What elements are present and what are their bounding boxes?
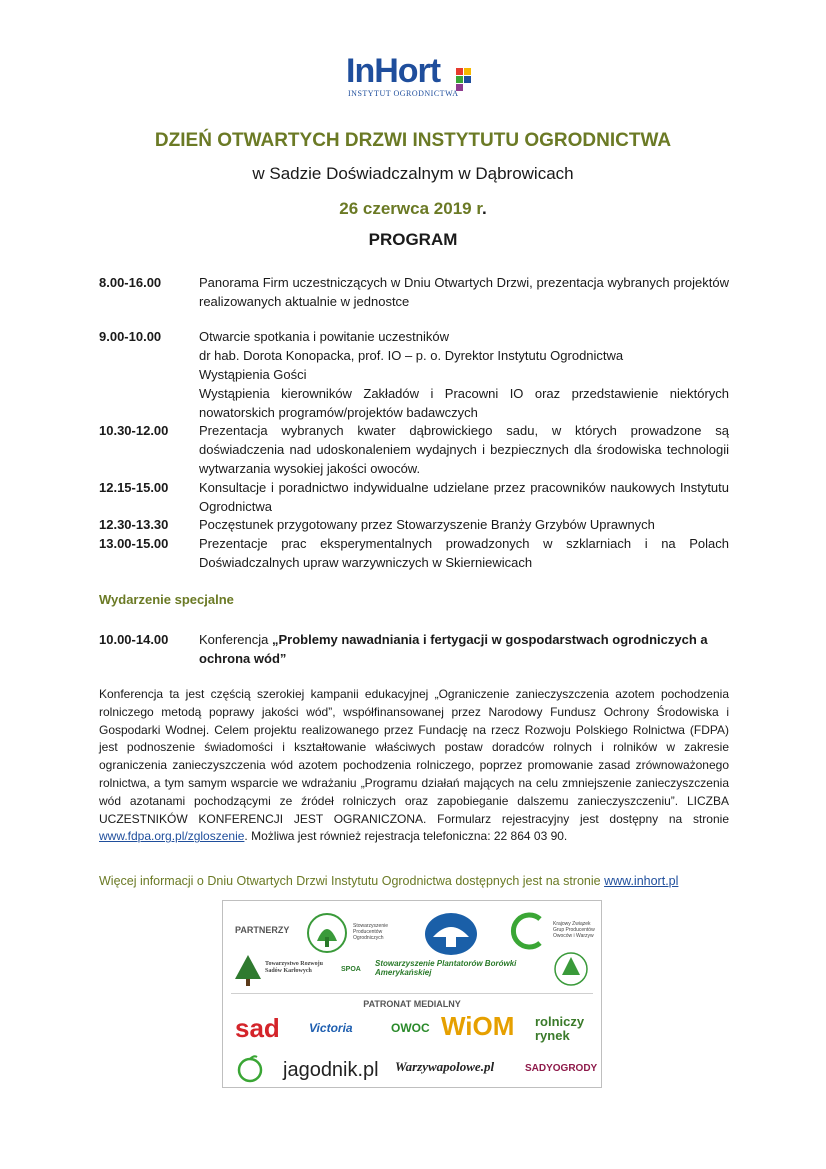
conference-body: Konferencja ta jest częścią szerokiej kampanii edukacyjnej „Ograniczenie zanieczyszczenia azotem pochodzenia rolniczego metodą poprawy jakości wód”, współfinansowanej przez Narodowy Fundusz Ochrony Środowiska i Gospodarki Wodnej. Celem projektu realizowanego przez Fundację na rzecz Rozwoju Polskiego Rolnictwa (FDPA) jest podnoszenie świadomości i kształtowanie właściwych postaw doradców rolnych i rolników w zakresie ograniczenia zanieczyszczenia wód azotem pochodzenia rolniczego, poprzez promowanie zasad zrównoważonego rolnictwa, a tym samym wsparcie we wdrażaniu „Programu działań mających na celu zmniejszenie zanieczyszczenia wód azotanami pochodzącymi ze źródeł rolniczych oraz zapobieganie dalszemu zanieczyszczeniu”. LICZBA UCZESTNIKÓW KONFERENCJI JEST OGRANICZONA. Formularz rejestracyjny jest dostępny na stronie [99,687,729,826]
apple-icon [235,1053,265,1083]
media-logo-victoria: Victoria [309,1021,353,1035]
schedule-desc [199,478,729,516]
event-date [0,199,826,219]
logo-square-yellow [464,68,471,75]
media-logo-jagodnik: jagodnik.pl [283,1059,379,1081]
schedule-desc [199,273,729,311]
logo-square-blue [464,76,471,83]
inhort-link[interactable]: www.inhort.pl [604,874,679,888]
schedule-desc [199,515,729,534]
schedule-line: Wystąpienia kierowników Zakładów i Pracowni IO oraz przedstawienie niektórych nowatorskich programów/projektów badawczych [199,386,729,420]
schedule-time: 9.00-10.00 [99,329,162,344]
logo-text: InHort [346,52,441,90]
program-heading: PROGRAM [368,230,458,249]
media-logo-sad: sad [235,1013,280,1043]
media-logo-owoc: OWOC [391,1021,430,1035]
partner4-name: Stowarzyszenie Plantatorów Borówki Amerykańskiej [375,959,517,977]
schedule-line: Panorama Firm uczestniczących w Dniu Otwartych Drzwi, prezentacja wybranych projektów realizowanych aktualnie w jednostce [199,275,729,309]
schedule-desc [199,534,729,572]
schedule-time: 8.00-16.00 [99,275,162,290]
media-logo-wiom: WiOM [441,1011,515,1041]
schedule-line: Konsultacje i poradnictwo indywidualne udzielane przez pracowników naukowych Instytutu Ogrodnictwa [199,480,729,514]
partners-label: PARTNERZY [235,925,290,935]
logo-square-green [456,76,463,83]
mushroom-icon [423,911,479,957]
more-info [99,874,678,888]
partner-c-icon [508,911,548,951]
partner3-name: Towarzystwo Rozwoju Sadów Karłowych [265,961,323,974]
event-date-dot: . [482,199,487,218]
schedule-line: dr hab. Dorota Konopacka, prof. IO – p. o. Dyrektor Instytutu Ogrodnictwa [199,348,624,363]
media-logo-sadyogrody: SADYOGRODY [525,1063,598,1074]
page-subtitle: w Sadzie Doświadczalnym w Dąbrowicach [252,164,574,183]
media-logo-rolniczy-rynek: rolniczy rynek [535,1014,585,1043]
schedule-desc [199,421,729,478]
schedule-line: Wystąpienia Gości [199,367,307,382]
media-logo-warzywapolowe: Warzywapolowe.pl [395,1059,495,1074]
partner2-name: Krajowy Związek Grup Producentów Owoców i Warzyw [553,921,595,939]
logo-square-red [456,68,463,75]
partner5-name: SPOA [341,966,361,973]
schedule-desc [199,327,729,422]
schedule-line: Otwarcie spotkania i powitanie uczestników [199,329,450,344]
divider [231,993,593,994]
inhort-logo [346,52,486,100]
logo-subtitle: INSTYTUT OGRODNICTWA [348,89,459,98]
more-info-text: Więcej informacji o Dniu Otwartych Drzwi Instytutu Ogrodnictwa dostępnych jest na stronie [99,874,605,888]
schedule-line: Prezentacja wybranych kwater dąbrowickiego sadu, w których prowadzone są doświadczenia nad udoskonaleniem wydajnych i bezpiecznych dla środowiska technologii wytwarzania wysokiej jakości owoców. [199,423,729,476]
schedule-line: Poczęstunek przygotowany przez Stowarzyszenie Branży Grzybów Uprawnych [199,517,655,532]
event-date-text: 26 czerwca 2019 r [339,199,482,218]
conference-title: „Problemy nawadniania i fertygacji w gospodarstwach ogrodniczych a ochrona wód” [199,632,708,666]
partner1-name: Stowarzyszenie Producentów Ogrodniczych [353,923,389,941]
tree-icon [233,953,263,987]
special-event-time: 10.00-14.00 [99,632,169,647]
special-event-desc [199,630,729,668]
schedule-time: 12.15-15.00 [99,480,169,495]
partner-tree-circle-icon [553,951,589,987]
conference-tail: . Możliwa jest również rejestracja telefoniczna: 22 864 03 90. [244,829,568,844]
special-event-heading: Wydarzenie specjalne [99,592,234,607]
schedule-time: 12.30-13.30 [99,517,169,532]
schedule-time: 13.00-15.00 [99,536,169,551]
schedule-line: Prezentacje prac eksperymentalnych prowadzonych w szklarniach i na Polach Doświadczalnych upraw warzywniczych w Skierniewicach [199,536,729,570]
sponsors-box [222,900,602,1088]
page-title: DZIEŃ OTWARTYCH DRZWI INSTYTUTU OGRODNICTWA [154,130,672,151]
registration-link[interactable]: www.fdpa.org.pl/zgloszenie [99,829,245,844]
partner-leaf-icon [305,911,349,955]
media-label: PATRONAT MEDIALNY [363,999,461,1009]
conference-description [99,686,729,846]
conference-prefix: Konferencja [199,632,272,647]
schedule-time: 10.30-12.00 [99,423,169,438]
